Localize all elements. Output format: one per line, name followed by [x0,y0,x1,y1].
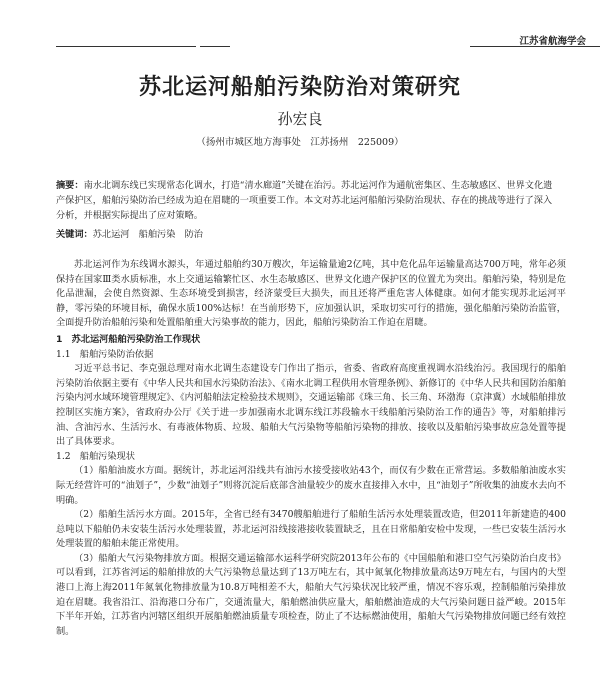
keywords [56,226,556,240]
paragraph-1-2-2: （2）船舶生活污水方面。2015年，全省已经有3470艘船舶进行了船舶生活污水处理装置改造，但2011年新建造的400总吨以下船舶仍未安装生活污水处理装置，苏北运河沿线接港接收装置缺乏，且在日常船舶安检中发现，一些已安装生活污水处理装置的船舶未能正常使用。 [56,509,566,550]
header-rule-left [56,46,196,47]
paper-author: 孙宏良 [277,110,323,128]
abstract-text: 南水北调东线已实现常态化调水，打造“清水廊道”关键在治污。苏北运河作为通航密集区、生态敏感区、世界文化遗产保护区，船舶污染防治已经成为迫在眉睫的一项重要工作。本文对苏北运河船舶污染防治现状、存在的挑战等进行了深入分析，并根据实际提出了应对策略。 [56,180,553,221]
subsection-heading-1-2: 1.2 船舶污染现状 [56,450,135,462]
paper-affiliation: （扬州市城区地方海事处 江苏扬州 225009） [196,137,404,148]
paragraph-1-2-3: （3）船舶大气污染物排放方面。根据交通运输部水运科学研究院2013年公布的《中国船舶和港口空气污染防治白皮书》可以看到，江苏省河运的船舶排放的大气污染物总量达到了13万吨左右，其中氮氧化物排放量高达9万吨左右，与国内的大型港口上海上海2011年氮氧化物排放量为10.8万吨相差不大，船舶大气污染状况比较严重，情况不容乐观，控制船舶污染排放迫在眉睫。我省沿江、沿海港口分布广，交通流量大，船舶燃油供应量大，船舶燃油造成的大气污染问题日益严峻。2015年下半年开始，江苏省内河辖区组织开展船舶燃油质量专项检查，防止了不达标燃油使用，船舶大气污染物排放问题已经有效控制。 [56,552,566,637]
paper-title: 苏北运河船舶污染防治对策研究 [138,75,461,100]
section-heading-1: 1 苏北运河船舶污染防治工作现状 [56,333,201,345]
intro-paragraph: 苏北运河作为东线调水源头，年通过船舶约30万艘次，年运输量逾2亿吨，其中危化品年运输量高达700万吨，常年必须保持在国家Ⅲ类水质标准，水上交通运输繁忙区、水生态敏感区、世界文化遗产保护区的位置尤为突出。船舶污染，特别是危化品泄漏，会使自然资源、生态环境受到损害，经济蒙受巨大损失，而且还将严重危害人体健康。如何才能实现苏北运河平静，零污染的环境目标，确保水质100%达标！在当前形势下，应加强认识，采取切实可行的措施，强化船舶污染防治监管，全面提升防治船舶污染和处置船舶重大污染事故的能力，因此，船舶污染防治工作迫在眉睫。 [56,259,566,329]
subsection-heading-1-1: 1.1 船舶污染防治依据 [56,348,154,360]
abstract-label: 摘要： [56,180,84,191]
keywords-text: 苏北运河 船舶污染 防治 [92,229,203,240]
paragraph-1-2-1: （1）船舶油废水方面。据统计，苏北运河沿线共有油污水接受接收站43个，而仅有少数在正常营运。多数船舶油废水实际无经营许可的“油划子”，少数“油划子”则将沉淀后底部含油量较少的废水直接排入水中，且“油划子”所收集的油废水去向不明确。 [56,465,566,506]
header-rule-left-short [200,46,230,47]
abstract [56,178,556,223]
journal-name: 江苏省航海学会 [519,36,586,47]
paragraph-1-1: 习近平总书记、李克强总理对南水北调生态建设专门作出了指示，省委、省政府高度重视调水沿线治污。我国现行的船舶污染防治依据主要有《中华人民共和国水污染防治法》、《南水北调工程供用水管理条例》、新修订的《中华人民共和国防治船舶污染内河水域环境管理规定》、《内河船舶法定检验技术规则》，交通运输部《珠三角、长三角、环渤海（京津冀）水域船舶排放控制区实施方案》，省政府办公厅《关于进一步加强南水北调东线江苏段输水干线船舶污染防治工作的通告》等，对船舶排污油、含油污水、生活污水、有毒液体物质、垃圾、船舶大气污染物等船舶污染物的排放、接收以及船舶污染事故应急处置等提出了具体要求。 [56,363,566,448]
keywords-label: 关键词： [56,229,93,240]
body-text [56,258,566,639]
